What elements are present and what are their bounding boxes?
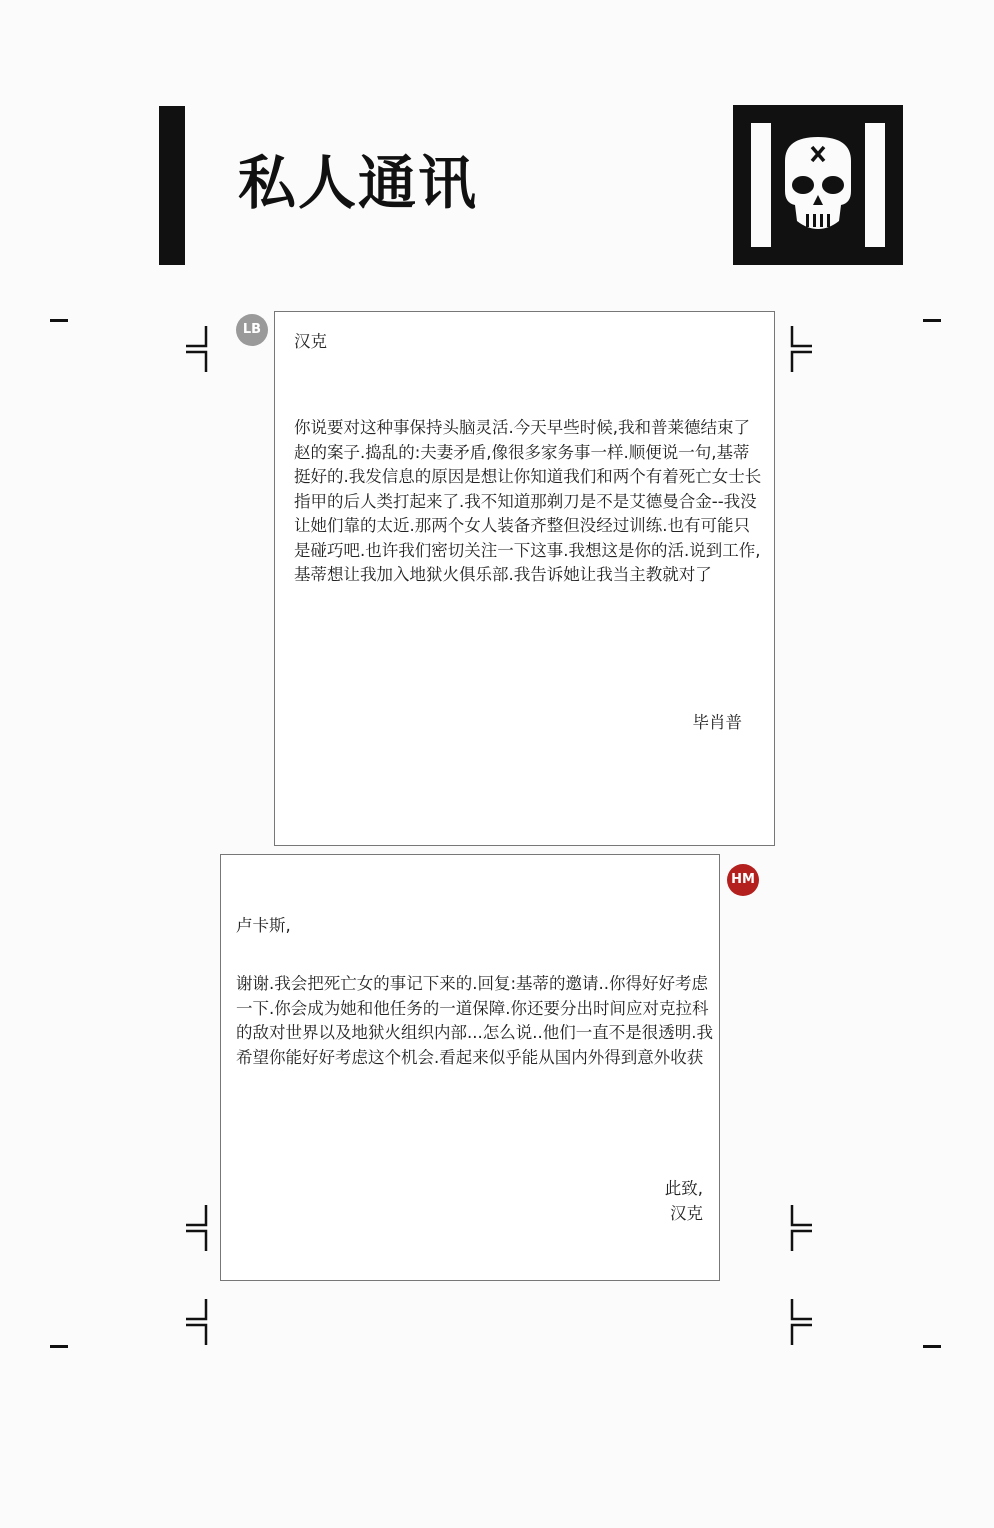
message-closing: 此致, [664,1179,703,1198]
bracket-mark [790,1229,812,1251]
sender-avatar: HM [727,864,759,896]
bracket-mark [186,1299,208,1321]
bracket-mark [186,350,208,372]
bracket-mark [186,1205,208,1227]
bracket-mark [790,1299,812,1321]
bracket-mark [186,1323,208,1345]
message-greeting: 汉克 [294,332,327,351]
bracket-mark [790,1205,812,1227]
message-card [220,854,720,1281]
message-signature: 汉克 [670,1204,703,1223]
message-body: 谢谢.我会把死亡女的事记下来的.回复:基蒂的邀请..你得好好考虑一下.你会成为她和他任务的一道保障.你还要分出时间应对克拉科的敌对世界以及地狱火组织内部...怎么说..他们一直不是很透明.我希望你能好好考虑这个机会.看起来似乎能从国内外得到意外收获 [236,974,713,1067]
bracket-mark [790,350,812,372]
bracket-mark [186,1229,208,1251]
skull-icon [733,105,903,265]
corner-tick [50,1345,68,1348]
page-title: 私人通讯 [238,149,479,217]
message-card [274,311,775,846]
bracket-mark [186,326,208,348]
bracket-mark [790,326,812,348]
message-signature: 毕肖普 [692,713,742,732]
corner-tick [923,1345,941,1348]
corner-tick [923,319,941,322]
title-accent-bar [159,106,185,265]
corner-tick [50,319,68,322]
message-greeting: 卢卡斯, [236,916,291,935]
bracket-mark [790,1323,812,1345]
sender-avatar: LB [236,314,268,346]
message-body: 你说要对这种事保持头脑灵活.今天早些时候,我和普莱德结束了赵的案子.捣乱的:夫妻矛盾,像很多家务事一样.顺便说一句,基蒂挺好的.我发信息的原因是想让你知道我们和两个有着死亡女士长指甲的后人类打起来了.我不知道那剃刀是不是艾德曼合金--我没让她们靠的太近.那两个女人装备齐整但没经过训练.也有可能只是碰巧吧.也许我们密切关注一下这事.我想这是你的活.说到工作,基蒂想让我加入地狱火俱乐部.我告诉她让我当主教就对了 [294,418,762,584]
